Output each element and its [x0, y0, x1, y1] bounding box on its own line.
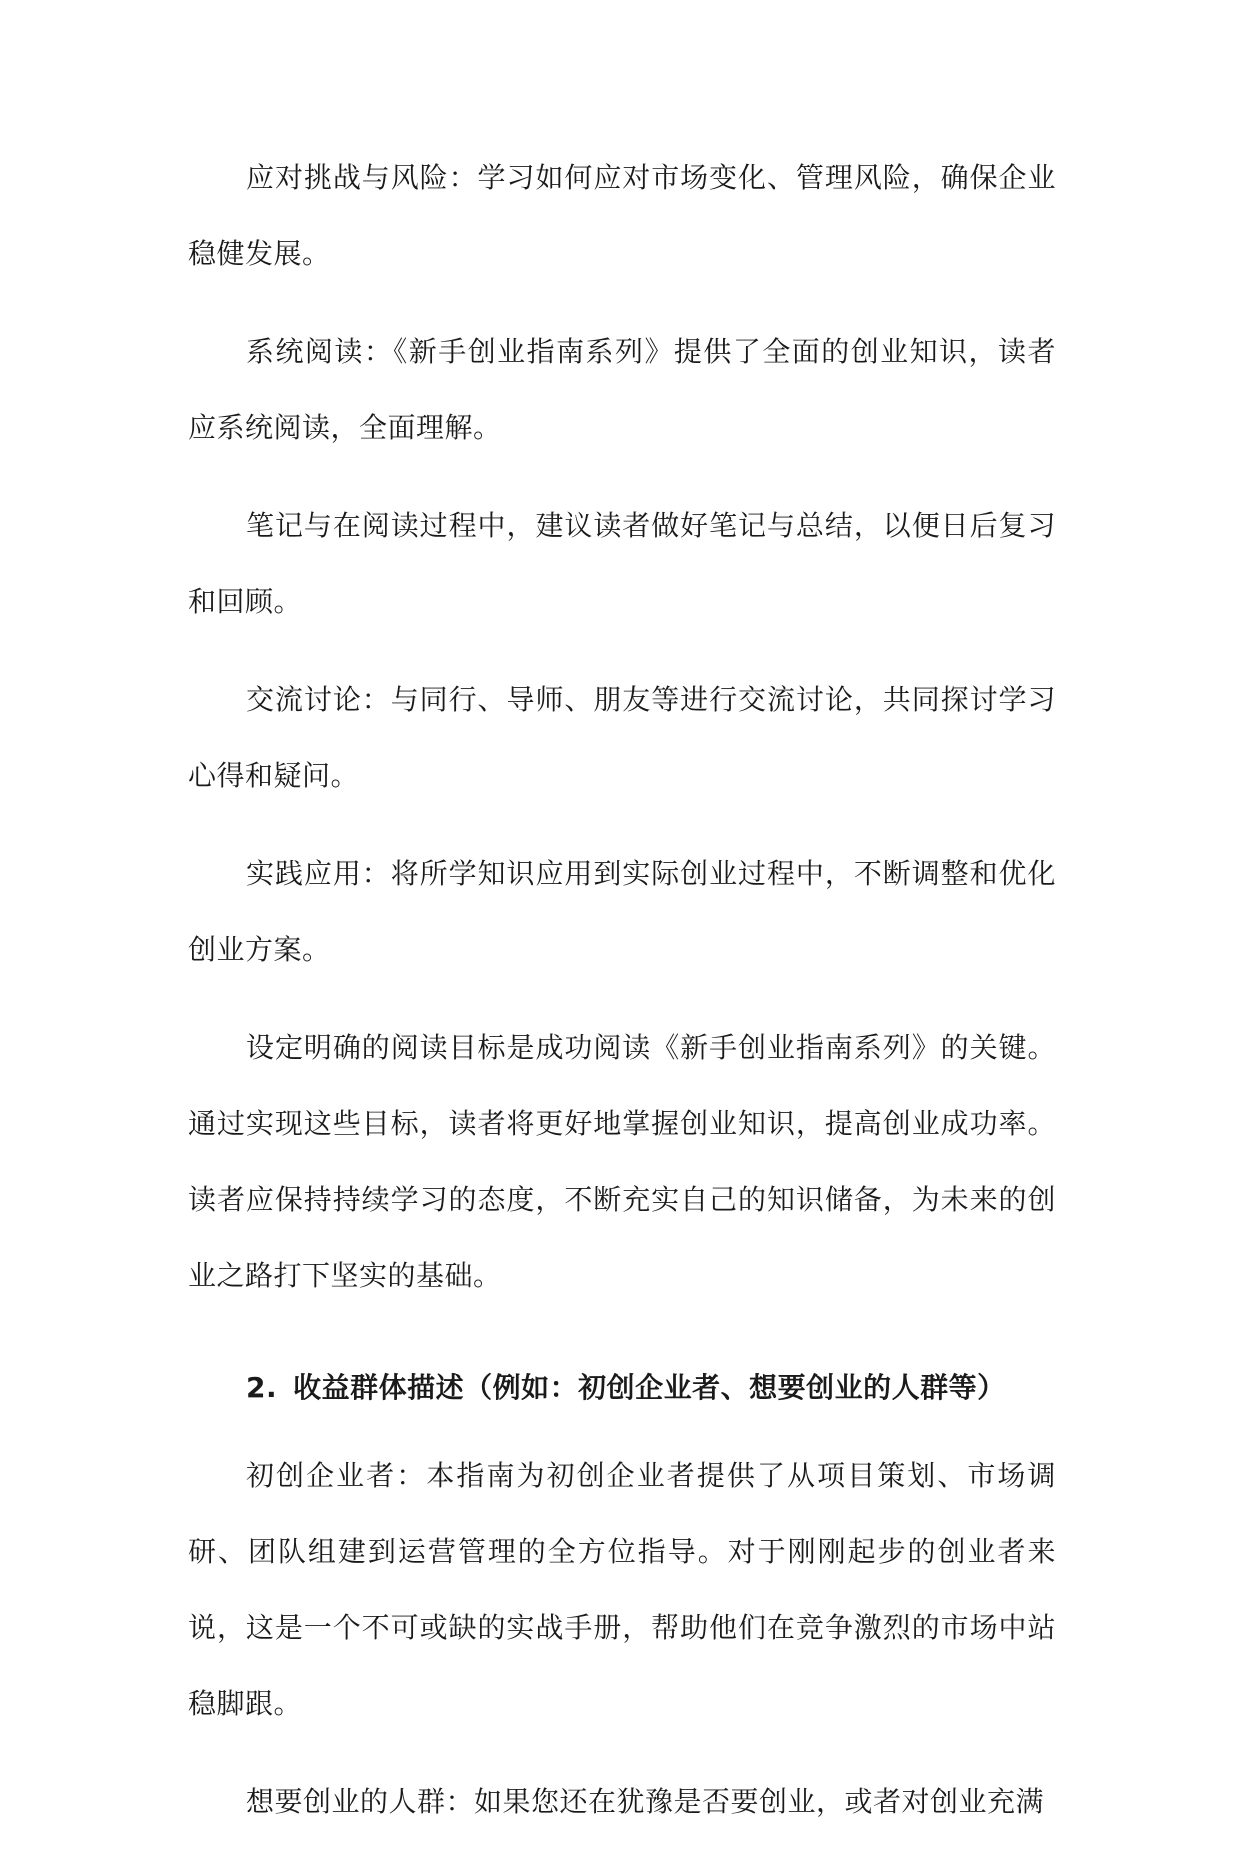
- paragraph-practice: 实践应用：将所学知识应用到实际创业过程中，不断调整和优化创业方案。: [188, 857, 1056, 966]
- paragraph-notes-summary: 笔记与在阅读过程中，建议读者做好笔记与总结，以便日后复习和回顾。: [188, 509, 1056, 618]
- section-title: 收益群体描述（例如：初创企业者、想要创业的人群等）: [293, 1371, 1006, 1404]
- paragraph-aspiring-entrepreneurs: 想要创业的人群：如果您还在犹豫是否要创业，或者对创业充满: [246, 1785, 1045, 1818]
- paragraph-challenges-risks: 应对挑战与风险：学习如何应对市场变化、管理风险，确保企业稳健发展。: [188, 161, 1056, 270]
- paragraph-startup-founders: 初创企业者：本指南为初创企业者提供了从项目策划、市场调研、团队组建到运营管理的全方位指导。对于刚刚起步的创业者来说，这是一个不可或缺的实战手册，帮助他们在竞争激烈的市场中站稳脚跟。: [188, 1459, 1056, 1720]
- document-body: [188, 140, 1056, 1862]
- section-heading: [188, 1350, 1056, 1426]
- section-number: 2.: [246, 1371, 278, 1404]
- paragraph-discussion: 交流讨论：与同行、导师、朋友等进行交流讨论，共同探讨学习心得和疑问。: [188, 683, 1056, 792]
- paragraph-systematic-reading: 系统阅读：《新手创业指南系列》提供了全面的创业知识，读者应系统阅读，全面理解。: [188, 335, 1056, 444]
- paragraph-reading-goals: 设定明确的阅读目标是成功阅读《新手创业指南系列》的关键。通过实现这些目标，读者将更好地掌握创业知识，提高创业成功率。读者应保持持续学习的态度，不断充实自己的知识储备，为未来的创业之路打下坚实的基础。: [188, 1031, 1056, 1292]
